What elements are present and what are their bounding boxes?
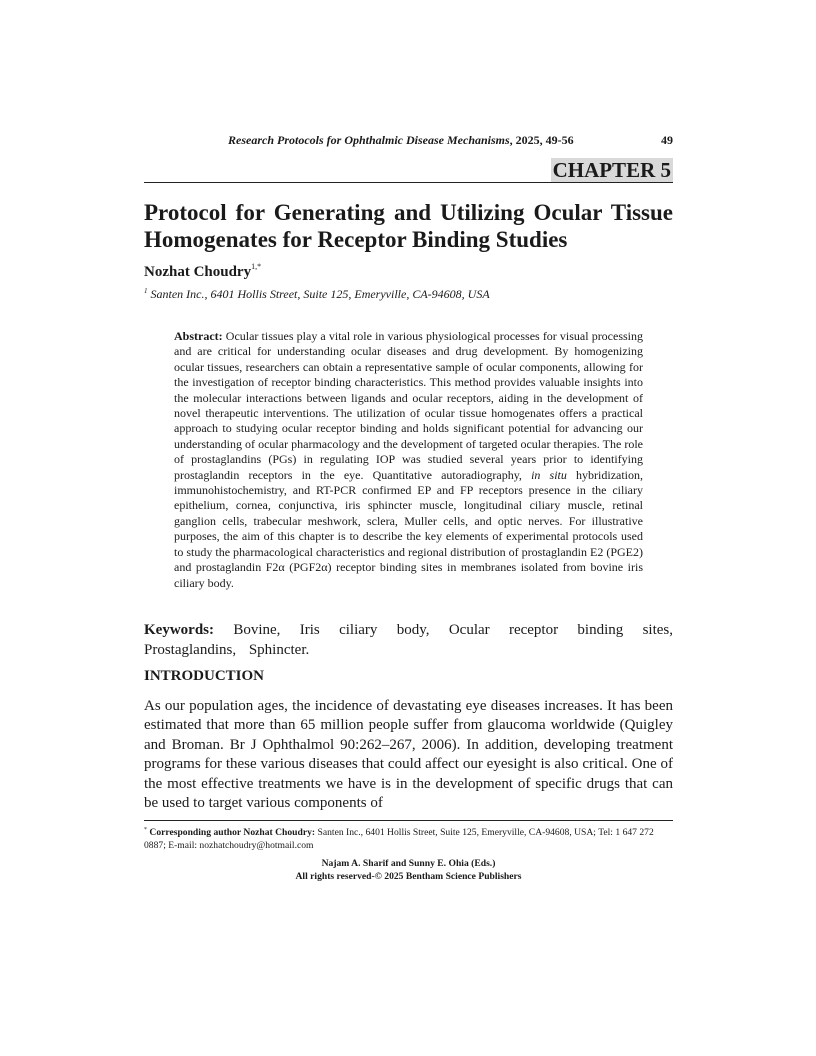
- chapter-title: Protocol for Generating and Utilizing Ocular Tissue Homogenates for Receptor Binding Studies: [144, 200, 673, 252]
- abstract: [174, 329, 643, 591]
- author-marks: 1,*: [251, 262, 262, 271]
- page-number: 49: [661, 133, 673, 147]
- footnote-text: Santen Inc., 6401 Hollis Street, Suite 125, Emeryville, CA-94608, USA; Tel: 1 647 272 0887; E-mail: nozhatchoudry@hotmail.com: [144, 827, 654, 851]
- abstract-italic-term: in situ: [531, 467, 567, 482]
- abstract-text-2: hybridization, immunohistochemistry, and RT-PCR confirmed EP and FP receptors presence in the ciliary epithelium, cornea, conjunctiva, iris sphincter muscle, longitudinal ciliary muscle, retinal ganglion cells, trabecular meshwork, sclera, Muller cells, and optic nerves. For illustrative purposes, the aim of this chapter is to describe the key elements of experimental protocols used to study the pharmacological characteristics and regional distribution of prostaglandin E2 (PGE2) and prostaglandin F2α (PGF2α) receptor binding sites in membranes isolated from bovine iris ciliary body.: [174, 467, 644, 590]
- author-line: [144, 262, 261, 281]
- publisher-block: [144, 858, 673, 883]
- affiliation-mark: 1: [144, 287, 148, 295]
- affiliation-text: Santen Inc., 6401 Hollis Street, Suite 125, Emeryville, CA-94608, USA: [150, 287, 490, 301]
- abstract-text-1: Ocular tissues play a vital role in various physiological processes for visual processing and are critical for understanding ocular diseases and drug development. By homogenizing ocular tissues, researchers can obtain a representative sample of ocular components, allowing for the investigation of receptor binding characteristics. This method provides valuable insights into the molecular interactions between ligands and ocular receptors, aiding in the development of novel therapeutic interventions. The utilization of ocular tissue homogenates offers a practical approach to studying ocular receptor binding and holds significant potential for advancing our understanding of ocular pharmacology and the development of targeted ocular therapies. The role of prostaglandins (PGs) in regulating IOP was studied several years prior to identifying prostaglandin receptors in the eye. Quantitative autoradiography,: [174, 329, 644, 482]
- keywords-label: Keywords:: [144, 622, 214, 638]
- journal-volume-pages: , 2025, 49-56: [509, 133, 574, 147]
- section-heading-introduction: INTRODUCTION: [144, 668, 265, 684]
- chapter-label: CHAPTER 5: [552, 158, 671, 182]
- editors-line: Najam A. Sharif and Sunny E. Ohia (Eds.): [321, 858, 496, 869]
- author-name: Nozhat Choudry: [144, 264, 252, 280]
- journal-citation: [228, 133, 574, 148]
- keywords: [144, 620, 673, 660]
- chapter-header-rule: [144, 156, 673, 183]
- rights-line: All rights reserved-© 2025 Bentham Science Publishers: [295, 870, 522, 882]
- footnote-label: Corresponding author Nozhat Choudry:: [149, 827, 316, 838]
- abstract-label: Abstract:: [174, 329, 223, 343]
- keywords-text: Bovine, Iris ciliary body, Ocular receptor binding sites, Prostaglandins, Sphincter.: [144, 622, 674, 658]
- affiliation: [144, 287, 490, 302]
- footnote: [144, 824, 673, 852]
- footnote-mark: *: [144, 827, 147, 833]
- introduction-paragraph: As our population ages, the incidence of devastating eye diseases increases. It has been estimated that more than 65 million people suffer from glaucoma worldwide (Quigley and Broman. Br J Ophthalmol 90:262–267, 2006). In addition, developing treatment programs for these various diseases that could affect our eyesight is also critical. One of the most effective treatments we have is in the development of specific drugs that can be used to target various components of: [144, 698, 673, 812]
- journal-name: Research Protocols for Ophthalmic Disease Mechanisms: [228, 133, 510, 147]
- footnote-divider: [144, 820, 673, 821]
